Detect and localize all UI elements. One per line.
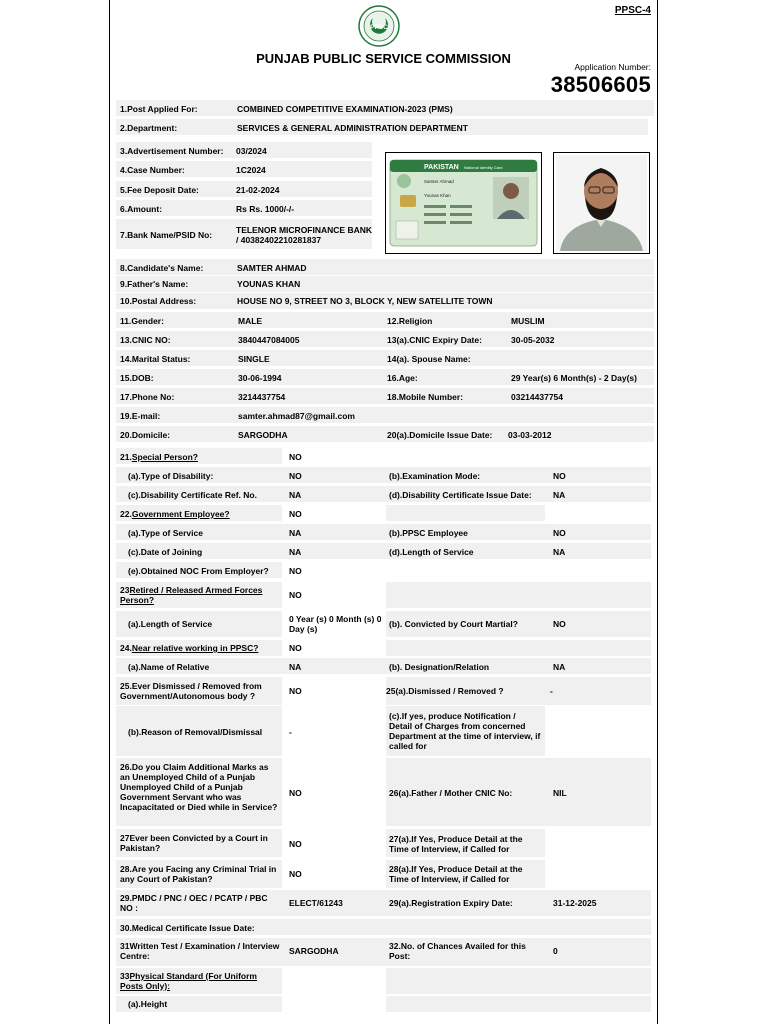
card-father: Younas Khan	[424, 193, 451, 198]
f20a-value: 03-03-2012	[508, 430, 552, 440]
row-band	[116, 388, 654, 404]
f27-label: 27Ever been Convicted by a Court in Pakistan?	[120, 833, 268, 853]
f22e-value: NO	[289, 566, 302, 576]
f27a-label: 27(a).If Yes, Produce Detail at the Time of Interview, if Called for	[389, 834, 523, 854]
f23a-value: 0 Year (s) 0 Month (s) 0 Day (s)	[289, 614, 382, 634]
f12-value: MUSLIM	[511, 316, 545, 326]
f22b-label: (b).PPSC Employee	[389, 528, 468, 538]
row-band	[386, 505, 545, 521]
card-title: National Identity Card	[464, 165, 503, 170]
f28-value: NO	[289, 869, 302, 879]
f33-label: 33Physical Standard (For Uniform Posts Only):	[120, 971, 257, 991]
f14-label: 14.Marital Status:	[120, 354, 191, 364]
row-band	[116, 276, 654, 292]
f1-value: COMBINED COMPETITIVE EXAMINATION-2023 (PMS)	[237, 104, 453, 114]
f29-label: 29.PMDC / PNC / OEC / PCATP / PBC NO :	[120, 893, 268, 913]
f21d-value: NA	[553, 490, 566, 500]
row-band	[116, 312, 654, 328]
org-title: PUNJAB PUBLIC SERVICE COMMISSION	[256, 51, 511, 66]
f12-label: 12.Religion	[387, 316, 433, 326]
row-band	[386, 996, 651, 1012]
form-code: PPSC-4	[614, 5, 651, 16]
f28-label: 28.Are you Facing any Criminal Trial in any Court of Pakistan?	[120, 864, 277, 884]
f25b-value: -	[289, 727, 292, 737]
f2-label: 2.Department:	[120, 123, 178, 133]
f24a-value: NA	[289, 662, 302, 672]
f21c-value: NA	[289, 490, 302, 500]
application-number-label: Application Number:	[574, 62, 651, 72]
f32-label: 32.No. of Chances Availed for this Post:	[389, 941, 526, 961]
f25-value: NO	[289, 686, 302, 696]
f16-label: 16.Age:	[387, 373, 418, 383]
f25c-label: (c).If yes, produce Notification / Detail of Charges from concerned Department at the time of interview, if called for	[389, 711, 541, 751]
row-band	[386, 582, 651, 608]
f24b-label: (b). Designation/Relation	[389, 662, 490, 672]
f8-value: SAMTER AHMAD	[237, 263, 307, 273]
f10-value: HOUSE NO 9, STREET NO 3, BLOCK Y, NEW SATELLITE TOWN	[237, 296, 493, 306]
f3-value: 03/2024	[236, 146, 267, 156]
f13-value: 3840447084005	[238, 335, 300, 345]
f26-label: 26.Do you Claim Additional Marks as an Unemployed Child of a Punjab Unemployed Child of a Punjab Government Servant who was Incapacitated or Died while in Service?	[120, 762, 278, 812]
f22b-value: NO	[553, 528, 566, 538]
f18-label: 18.Mobile Number:	[387, 392, 464, 402]
f6-value: Rs Rs. 1000/-/-	[236, 204, 295, 214]
f4-value: 1C2024	[236, 165, 266, 175]
f21b-value: NO	[553, 471, 566, 481]
f22c-value: NA	[289, 547, 302, 557]
f18-value: 03214437754	[511, 392, 564, 402]
f25a-value: -	[550, 686, 553, 696]
form-page	[109, 0, 658, 1024]
row-band	[116, 350, 654, 366]
ppsc-logo-icon	[353, 4, 405, 48]
f17-value: 3214437754	[238, 392, 286, 402]
f1-label: 1.Post Applied For:	[120, 104, 198, 114]
f22a-label: (a).Type of Service	[128, 528, 203, 538]
f33a-label: (a).Height	[128, 999, 168, 1009]
f23a-label: (a).Length of Service	[128, 619, 213, 629]
f21c-label: (c).Disability Certificate Ref. No.	[128, 490, 257, 500]
f20-value: SARGODHA	[238, 430, 288, 440]
f22c-label: (c).Date of Joining	[128, 547, 203, 557]
f29a-value: 31-12-2025	[553, 898, 597, 908]
f24-value: NO	[289, 643, 302, 653]
f7-label: 7.Bank Name/PSID No:	[120, 230, 213, 240]
f23-label: 23Retired / Released Armed Forces Person?	[120, 585, 263, 605]
f22e-label: (e).Obtained NOC From Employer?	[128, 566, 269, 576]
f22d-value: NA	[553, 547, 566, 557]
f14-value: SINGLE	[238, 354, 270, 364]
f13-label: 13.CNIC NO:	[120, 335, 171, 345]
f21b-label: (b).Examination Mode:	[389, 471, 481, 481]
f13a-label: 13(a).CNIC Expiry Date:	[387, 335, 482, 345]
applicant-photo	[553, 152, 650, 254]
f26a-value: NIL	[553, 788, 567, 798]
card-name: Samter Ahmad	[424, 179, 454, 184]
f25-label: 25.Ever Dismissed / Removed from Government/Autonomous body ?	[120, 681, 262, 701]
f25a-label: 25(a).Dismissed / Removed ?	[386, 686, 504, 696]
card-country: PAKISTAN	[424, 164, 459, 171]
f19-label: 19.E-mail:	[120, 411, 161, 421]
f28a-label: 28(a).If Yes, Produce Detail at the Time of Interview, if Called for	[389, 864, 523, 884]
f27-value: NO	[289, 839, 302, 849]
row-band	[116, 331, 654, 347]
f21-value: NO	[289, 452, 302, 462]
f22a-value: NA	[289, 528, 302, 538]
f31-value: SARGODHA	[289, 946, 339, 956]
f9-label: 9.Father's Name:	[120, 279, 189, 289]
f9-value: YOUNAS KHAN	[237, 279, 301, 289]
f13a-value: 30-05-2032	[511, 335, 555, 345]
f20a-label: 20(a).Domicile Issue Date:	[387, 430, 493, 440]
f23b-label: (b). Convicted by Court Martial?	[389, 619, 518, 629]
f31-label: 31Written Test / Examination / Interview Centre:	[120, 941, 280, 961]
f11-label: 11.Gender:	[120, 316, 164, 326]
f22-value: NO	[289, 509, 302, 519]
f21a-value: NO	[289, 471, 302, 481]
row-band	[386, 968, 651, 994]
f30-label: 30.Medical Certificate Issue Date:	[120, 923, 255, 933]
row-band	[116, 426, 654, 442]
f29a-label: 29(a).Registration Expiry Date:	[389, 898, 513, 908]
f14a-label: 14(a). Spouse Name:	[387, 354, 471, 364]
f21a-label: (a).Type of Disability:	[128, 471, 214, 481]
f7-value: TELENOR MICROFINANCE BANK / 40382402210281837	[236, 225, 372, 245]
f32-value: 0	[553, 946, 558, 956]
f6-label: 6.Amount:	[120, 204, 163, 214]
row-band	[386, 640, 651, 656]
f15-value: 30-06-1994	[238, 373, 282, 383]
f21d-label: (d).Disability Certificate Issue Date:	[389, 490, 532, 500]
f23b-value: NO	[553, 619, 566, 629]
f23-value: NO	[289, 590, 302, 600]
f29-value: ELECT/61243	[289, 898, 343, 908]
f24b-value: NA	[553, 662, 566, 672]
f8-label: 8.Candidate's Name:	[120, 263, 204, 273]
f5-value: 21-02-2024	[236, 185, 280, 195]
f2-value: SERVICES & GENERAL ADMINISTRATION DEPARTMENT	[237, 123, 468, 133]
f24-label: 24.Near relative working in PPSC?	[120, 643, 259, 653]
f25b-label: (b).Reason of Removal/Dismissal	[128, 727, 263, 737]
f3-label: 3.Advertisement Number:	[120, 146, 224, 156]
f21-label: 21.Special Person?	[120, 452, 198, 462]
f22d-label: (d).Length of Service	[389, 547, 474, 557]
f15-label: 15.DOB:	[120, 373, 154, 383]
logo-text: PPSC	[370, 24, 388, 31]
f26a-label: 26(a).Father / Mother CNIC No:	[389, 788, 513, 798]
f5-label: 5.Fee Deposit Date:	[120, 185, 199, 195]
f24a-label: (a).Name of Relative	[128, 662, 210, 672]
f19-value: samter.ahmad87@gmail.com	[238, 411, 355, 421]
f17-label: 17.Phone No:	[120, 392, 175, 402]
f11-value: MALE	[238, 316, 263, 326]
f10-label: 10.Postal Address:	[120, 296, 197, 306]
f16-value: 29 Year(s) 6 Month(s) - 2 Day(s)	[511, 373, 637, 383]
application-number: 38506605	[550, 72, 651, 97]
f26-value: NO	[289, 788, 302, 798]
row-band	[116, 407, 654, 423]
cnic-image	[385, 152, 542, 254]
f4-label: 4.Case Number:	[120, 165, 185, 175]
f22-label: 22.Government Employee?	[120, 509, 230, 519]
f20-label: 20.Domicile:	[120, 430, 171, 440]
